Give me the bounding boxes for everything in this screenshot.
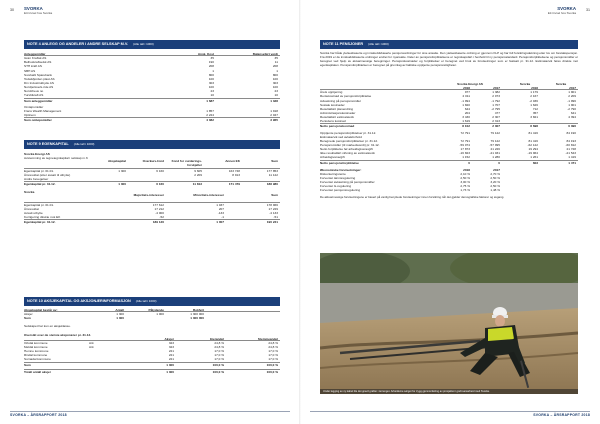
cell-value: 189 126 (152, 220, 164, 225)
cell-value: Eierandel (210, 336, 224, 341)
cell-value: 1 626 (530, 102, 538, 107)
cell-value: 1 901 (568, 90, 576, 95)
cell-value: 17,0 % (214, 353, 224, 358)
cell-value: Balanseført verdi (252, 52, 278, 56)
cell-value: 1 901 (568, 102, 576, 107)
brand-subtitle: Ett trivsel hos Svorka (547, 11, 576, 15)
row-label: Administrasjonskostnader (320, 110, 356, 115)
cell-value: 24,8 % (214, 340, 224, 345)
cell-value: 1 261 (530, 155, 538, 160)
cell-value: -2 795 (491, 106, 500, 111)
row-label: Hemne kommune (24, 349, 49, 354)
column-group-label: Svorka Energi AS (457, 82, 483, 86)
cell-value: 2 047 (270, 112, 278, 117)
row-label: Netto pensjonskostnad (320, 124, 355, 129)
cell-value: 2 209 (194, 172, 202, 177)
cell-value: 3 965 (270, 118, 278, 123)
cell-value: 2,50 % (460, 175, 470, 180)
cell-value: -51 (273, 215, 278, 219)
brand-header-right (548, 7, 576, 15)
cell-value: 8 913 (232, 172, 240, 177)
cell-value: 2,50 % (490, 175, 500, 180)
cell-value: 10 (274, 93, 278, 98)
note10-header (24, 297, 280, 306)
note11-paragraph: Svorka har både ytelsesbaserte og innskuddsbaserte pensjonsordninger for sine ansatte. Den ytelsesbaserte ordning er gjennom KLP og har full forsikringsdekning etter lov om foretakspensjon. Fra 2019 er de innskuddsbaserte ordninger endret for nyansatte. Deler av pensjonsforpliktelsene er regnskapsført i henhold til ny pensjonsstandard. Pensjonsforpliktelsene og pensjonsmidler er beregnet ved hjelp av aktuarmessige beregninger. Pensjonskostnader og forpliktelser er beregnet ved bruk av forutsetninger som er fastsatt pr. 31.12. Estimatavvik føres direkte mot egenkapitalen. Pensjonsforpliktelsen er beregnet på grunnlag av faktiske opptjente pensjonsrettigheter. (320, 51, 578, 67)
cell-value: 323 (168, 344, 174, 349)
row-label: Svorka (24, 190, 35, 195)
row-label: Egenkapital pr. 31.12. (24, 220, 56, 225)
right-page (300, 0, 600, 424)
cell-value: 2017 (493, 86, 500, 91)
cell-value: 17 873 (460, 147, 470, 152)
row-label: STH kraft AS (24, 64, 42, 69)
row-label: Oversikt over de største aksjonærer pr. 31.12. (24, 332, 92, 337)
note11-sum-row (320, 123, 578, 127)
cell-value: -60 812 (565, 142, 576, 147)
row-label: Årets opptjening (320, 90, 343, 95)
cell-value: 3 430 (462, 115, 470, 120)
row-label: Meldal kommune (24, 344, 48, 349)
cell-value: 2,70 % (490, 171, 500, 176)
cell-value: 2017 (493, 167, 500, 172)
row-label: Opptjente pensjonsforpliktelser pr. 31.12. (320, 130, 377, 135)
cell-value: -62 122 (527, 142, 538, 147)
row-label: Svorkabl Sparebank (24, 72, 52, 77)
cell-value: 1 (212, 68, 214, 73)
cell-value: -4 000 (155, 210, 164, 215)
note9-sum2-row (24, 219, 280, 223)
cell-value: 2 307 (492, 124, 500, 129)
cell-value: Aksjer (164, 336, 174, 341)
row-label: Anleggsmidler (24, 52, 46, 56)
cell-value: 1 471 (568, 160, 576, 165)
note4-header (24, 40, 280, 49)
note9-title: NOTE 9 EGENKAPITAL (27, 142, 69, 146)
cell-value: 208 (272, 64, 278, 69)
note11-assumption-row (320, 188, 578, 192)
cell-value: -2 036 (529, 98, 538, 103)
cell-value: 1 328 (270, 98, 278, 103)
row-label: Estimatavvik ved avtaleforhold (320, 134, 362, 139)
cell-value: 477 (494, 110, 500, 115)
note9-header-row (24, 160, 280, 168)
cell-value: 100 (208, 85, 214, 90)
cell-value: -1 792 (491, 98, 500, 103)
cell-value: 644 (464, 106, 470, 111)
row-label: Netto forpliktelse før arbeidsgiveravgift (320, 147, 373, 152)
note4-title: NOTE 4 ANLEGG OG ANDELER I ANDRE SELSKAP M.V. (27, 42, 129, 46)
cell-value: 2018 (463, 167, 470, 172)
note11-footnote: De aktuarmessige forutsetningene er basert på vanlig benyttede forutsetninger innen forsikring når det gjelder demografiske faktorer og avgang. (320, 194, 505, 199)
cell-value: 800 (208, 72, 214, 77)
cell-value: 163 748 (228, 168, 240, 173)
cell-value: 2 073 (492, 94, 500, 99)
row-label: Totalt antall aksjer (24, 369, 51, 374)
note10-owners-sum (24, 362, 280, 366)
row-label: Pensjonsmidler (til markedsverdi) pr. 31.12. (320, 142, 380, 147)
row-label: Korrigering direkte mot EK (24, 215, 61, 219)
cell-value: -57 995 (489, 142, 500, 147)
cell-value: Stemmeandel (257, 336, 278, 341)
cell-value: 303 (272, 80, 278, 85)
cell-value: 1 619 (462, 119, 470, 124)
cell-value: 171 479 (228, 182, 240, 186)
cell-value: 11 (274, 60, 278, 65)
cell-value: Ansk. Kost (197, 52, 214, 56)
cell-value: 1 300 (118, 168, 126, 173)
note9-header (24, 140, 280, 149)
cell-value: 1 037 (216, 202, 224, 207)
cell-value: 2 313 (492, 119, 500, 124)
row-label: Egenkapital pr. 01.01. (24, 202, 54, 207)
cell-value: Ark (89, 340, 94, 345)
note9-header2-row (24, 194, 280, 202)
row-label: Tursbikraft AS (24, 93, 44, 98)
brand-name: SVORKA (557, 6, 576, 11)
row-label: Orkdal kommune (24, 340, 48, 345)
cell-value: -4 133 (269, 210, 278, 215)
cell-value: 1 300 (166, 369, 174, 374)
cell-value: 3,00 % (460, 180, 470, 185)
cell-value: -1 994 (461, 98, 470, 103)
row-label: Ikke resultatført virkning av estimatavvik (320, 151, 375, 156)
page-number-left: 30 (10, 8, 14, 12)
row-label: Aksjekapital består av: (24, 308, 58, 312)
row-label: SBH AS (24, 68, 36, 73)
row-label: Egenkapital pr. 01.01. (24, 168, 54, 173)
row-label: Netto pensjonsforpliktelse (320, 160, 359, 165)
footer-line-left (10, 411, 290, 412)
cell-value: Antall (115, 308, 124, 312)
photo-illustration (320, 253, 578, 394)
cell-value: 1 179 (530, 90, 538, 95)
cell-value: 712 (532, 106, 538, 111)
cell-value: 0 (498, 160, 500, 165)
cell-value: 1 419 (568, 155, 576, 160)
cell-value: Pålydende (148, 308, 164, 312)
cell-value: 100,0 % (212, 362, 224, 367)
cell-value: 303 (208, 80, 214, 85)
cell-value: 6 160 (156, 168, 164, 173)
cell-value: 1 280 (492, 155, 500, 160)
row-label: Selskapet har kun en aksjeklasse. (24, 324, 71, 329)
cell-value: 17,0 % (268, 349, 278, 354)
row-label: Resultatført planendring (320, 106, 354, 111)
cell-value: 17,0 % (268, 353, 278, 358)
row-label: Avkastning på pensjonsmidler (320, 98, 362, 103)
cell-value: 221 (168, 353, 174, 358)
cell-value: 17,0 % (214, 349, 224, 354)
cell-value: 11 122 (268, 172, 278, 177)
cell-value: Ark (89, 344, 94, 349)
note10-total-row (24, 369, 280, 373)
page-number-right: 31 (586, 8, 590, 12)
cell-value: 1,73 % (460, 188, 470, 193)
cell-value: 2017 (569, 86, 576, 91)
cell-value: -21 543 (565, 151, 576, 156)
cell-value: 100 (272, 85, 278, 90)
cell-value: 24,8 % (268, 344, 278, 349)
cell-value: 72 791 (460, 130, 470, 135)
cell-value: 100 (272, 76, 278, 81)
cell-value: -21 031 (489, 151, 500, 156)
cell-value: 2,75 % (460, 184, 470, 189)
row-label: Arbeidsgiveravgift (320, 155, 345, 160)
cell-value: 1 857 (206, 108, 214, 113)
footer-line-right (310, 411, 590, 412)
row-label: Diskonteringsrente (320, 171, 346, 176)
row-label: Sum anleggsmidler (24, 98, 53, 103)
note11-header (320, 40, 578, 49)
cell-value: 190 221 (266, 220, 278, 225)
row-label: Sum (24, 362, 31, 367)
cell-value: 9 605 (194, 168, 202, 173)
row-label: Avstemming av tegnetegnkapital i selskap m.fl. (24, 156, 89, 161)
cell-value: 21 226 (490, 147, 500, 152)
cell-value: 17 212 (154, 206, 164, 211)
row-label: Sum (24, 316, 31, 321)
cell-value: Annen EK (225, 160, 240, 164)
cell-value: 2 307 (492, 115, 500, 120)
row-label: Sum omløpsmidler (24, 118, 52, 123)
row-label: Avsatt utbytte (24, 210, 43, 215)
row-label: Sosiale kostnader (320, 102, 345, 107)
row-label: Todalsfjorden plast AS (24, 76, 55, 81)
cell-value: -133 (217, 210, 224, 215)
cell-value: 2,10 % (460, 171, 470, 176)
row-label: Frans Wealth Management (24, 108, 62, 113)
cell-value: 221 (168, 349, 174, 354)
cell-value: 81 416 (528, 130, 538, 135)
note4-sum-row (24, 117, 280, 121)
cell-value: 6 396 (568, 124, 576, 129)
cell-value: 19 294 (528, 147, 538, 152)
note10-note (24, 324, 280, 328)
row-label: Nordpolsverk-ride AS (24, 85, 54, 90)
cell-value: 603 (532, 160, 538, 165)
column-group-label: Svorka (555, 82, 567, 86)
cell-value: 977 (464, 90, 470, 95)
cell-value: 323 (168, 340, 174, 345)
row-label: Forventet avkastning på pensjonsmidler (320, 180, 375, 185)
cell-value: 24,8 % (268, 340, 278, 345)
cell-value: 17,0 % (214, 357, 224, 362)
row-label: Drv Industriutbyde AS (24, 80, 54, 85)
note4-unit: (Alle tall i 1000) (133, 42, 154, 46)
cell-value: 357 (532, 110, 538, 115)
note9-sum-row (24, 181, 280, 185)
cell-value: 4 394 (568, 115, 576, 120)
cell-value: 84 193 (566, 138, 576, 143)
cell-value: 11 813 (192, 182, 202, 186)
column-group-label: Svorka (519, 82, 531, 86)
cell-value: 1 (276, 68, 278, 73)
cell-value: -19 964 (527, 151, 538, 156)
cell-value: 79 122 (490, 138, 500, 143)
note4-table (24, 52, 280, 121)
row-label: Svorka Energi AS (24, 152, 50, 156)
cell-value: 1 152 (462, 155, 470, 160)
cell-value: -2 790 (567, 106, 576, 111)
note10-table (24, 308, 280, 373)
cell-value: 1 007 (216, 220, 224, 225)
row-label: Grøn Kraftsk AS (24, 56, 47, 61)
cell-value: -16 823 (459, 151, 470, 156)
row-label: Beregnede pensjonsforpliktelser pr. 31.12. (320, 138, 378, 143)
cell-value: -59 074 (459, 142, 470, 147)
row-label: Rindal kommune (24, 353, 48, 358)
cell-value: 17 229 (268, 206, 278, 211)
cell-value: Bokført (193, 308, 204, 312)
cell-value: 0 (468, 160, 470, 165)
cell-value: 21 728 (566, 147, 576, 152)
footer-right: SVORKA – ÅRSRAPPORT 2018 (533, 413, 590, 417)
cell-value: 17,0 % (268, 357, 278, 362)
cell-value: 2,50 % (490, 184, 500, 189)
cell-value: 2018 (531, 86, 538, 91)
row-label: Nordcheus no (24, 89, 44, 94)
cell-value: 100 (208, 76, 214, 81)
row-label: Årsresultat (24, 206, 39, 211)
row-label: Surnadal kommune (24, 357, 51, 362)
note10-title: NOTE 10 AKSJEKAPITAL OG AKSJONÆRINFORMASJON (27, 299, 131, 303)
cell-value: 1 687 (206, 98, 214, 103)
cell-value: 2 011 (462, 94, 470, 99)
note11-title: NOTE 11 PENSJONER (323, 42, 364, 46)
cell-value: -52 (159, 215, 164, 219)
cell-value: Majoritets-interesser (133, 194, 164, 198)
footer-left: SVORKA – ÅRSRAPPORT 2018 (10, 413, 67, 417)
row-label: Omløpsmidler (24, 104, 44, 109)
cell-value: 177 853 (266, 168, 278, 173)
row-label: Andre bevegelser (24, 176, 49, 181)
cell-value: 641 (570, 110, 576, 115)
cell-value: 2 209 (568, 94, 576, 99)
cell-value: 8 698 (530, 124, 538, 129)
note4-sum-row (24, 98, 280, 102)
note10-row (24, 316, 280, 320)
note11-unit: (Alle tall i 1000) (368, 42, 389, 46)
cell-value: 6 160 (156, 182, 164, 186)
row-label: Forventet G-regulering (320, 184, 352, 189)
cell-value: Overkurs-fond (142, 160, 164, 164)
cell-value: 79 122 (490, 130, 500, 135)
row-label: Årsresultat (etter avsatt til utbytte) (24, 172, 71, 177)
cell-value: 1 300 (116, 312, 124, 317)
cell-value: 2018 (463, 86, 470, 91)
brand-header-left (24, 7, 52, 15)
cell-value: 3 821 (530, 115, 538, 120)
cell-value: 81 416 (528, 138, 538, 143)
cell-value: 1 300 (118, 182, 126, 186)
cell-value: 3,20 % (490, 180, 500, 185)
cell-value: 2 224 (206, 112, 214, 117)
cell-value: 24,8 % (214, 344, 224, 349)
row-label: Belhuskraftselsk AS (24, 60, 52, 65)
row-label: Egenkapital pr. 31.12. (24, 182, 56, 186)
cell-value: 204 (464, 110, 470, 115)
cell-value: 100,0 % (212, 369, 224, 374)
row-label: Resultatført estimatavvik (320, 115, 354, 120)
brand-subtitle: Ett trivsel hos Svorka (24, 11, 53, 15)
cell-value: 2 167 (530, 94, 538, 99)
note10-unit: (Alle tall i 1000) (135, 299, 157, 303)
row-label: Aksjer (24, 312, 33, 317)
row-label: Forventet pensjonsregulering (320, 188, 361, 193)
cell-value: 1 820 (462, 102, 470, 107)
cell-value: 221 (168, 357, 174, 362)
cell-value: 208 (208, 64, 214, 69)
row-label: Periodens kostnad (320, 119, 346, 124)
cell-value: 8 102 (462, 124, 470, 129)
cell-value: 1 918 (270, 108, 278, 113)
cell-value: 84 190 (566, 130, 576, 135)
cell-value: 207 (218, 206, 224, 211)
cell-value: Sum (271, 160, 278, 164)
cell-value: 1 382 (492, 90, 500, 95)
brand-name: SVORKA (24, 6, 43, 11)
cell-value: Aksjekapital (107, 160, 126, 164)
cell-value: -1 (221, 215, 224, 219)
cell-value: 1 000 (156, 312, 164, 317)
cell-value: 100,0 % (266, 362, 278, 367)
cell-value: 178 966 (266, 202, 278, 207)
cell-value: 1,48 % (490, 188, 500, 193)
cell-value: 72 791 (460, 138, 470, 143)
construction-worker-photo (320, 253, 578, 394)
cell-value: 23 (274, 89, 278, 94)
cell-value: 1 300 000 (190, 316, 204, 321)
photo-caption: Under legging av ny kabel ble det gravd grøfter i terrenget. Arbeiderne sørget for trygg gjennomføring av prosjektet i godt samarbeid med Svorka. (320, 389, 578, 394)
note11-sum2-row (320, 160, 578, 164)
cell-value: 100,0 % (266, 369, 278, 374)
cell-value: 35 (210, 56, 214, 61)
cell-value: 190 (208, 60, 214, 65)
row-label: Økonomiske forutsetninger: (320, 167, 362, 172)
note9-table (24, 152, 280, 223)
cell-value: 1 300 (166, 362, 174, 367)
cell-value: 23 (210, 89, 214, 94)
row-label: Forventet lønnsregulering (320, 175, 356, 180)
cell-value: 1 707 (492, 102, 500, 107)
cell-value: 188 980 (266, 182, 278, 186)
cell-value: -1 996 (567, 98, 576, 103)
cell-value: 1 300 000 (190, 312, 204, 317)
cell-value: 35 (274, 56, 278, 61)
cell-value: Sum (271, 194, 278, 198)
note11-table (320, 82, 578, 199)
row-label: Optinem (24, 112, 36, 117)
cell-value: Minoritets-interesser (193, 194, 224, 198)
cell-value: 177 612 (152, 202, 164, 207)
note9-unit: (Alle tall i 1000) (73, 142, 95, 146)
cell-value: 800 (272, 72, 278, 77)
cell-value: 1 300 (116, 316, 124, 321)
row-label: Rentekostnad av pensjonsforpliktelse (320, 94, 372, 99)
cell-value: 10 (210, 93, 214, 98)
cell-value: Fond for vurderings-forskjeller (171, 160, 202, 167)
cell-value: 4 082 (206, 118, 214, 123)
